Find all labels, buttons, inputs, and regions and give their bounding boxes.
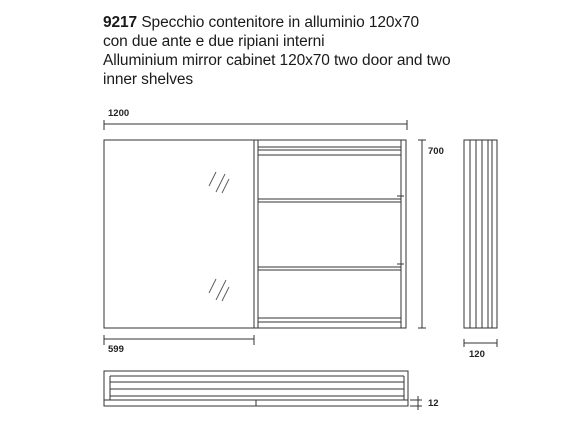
title-line-4: inner shelves — [103, 71, 194, 88]
front-view — [104, 140, 406, 328]
mirror-reflection — [209, 172, 229, 301]
height-label: 700 — [428, 146, 444, 157]
thickness-label: 12 — [428, 398, 439, 409]
door-width-label: 599 — [108, 344, 124, 355]
title-line-3: Alluminium mirror cabinet 120x70 two door and two — [103, 52, 451, 69]
mirror-door — [104, 140, 254, 328]
door-width-dimension-line — [104, 335, 254, 345]
title-line-2: con due ante e due ripiani interni — [103, 33, 325, 50]
product-code: 9217 — [103, 14, 138, 31]
thickness-dimension-line — [410, 396, 422, 410]
width-dimension-line — [104, 120, 407, 130]
depth-dimension-line — [464, 339, 497, 347]
depth-label: 120 — [469, 349, 485, 360]
side-view — [464, 140, 497, 328]
height-dimension-line — [418, 140, 426, 328]
plan-view — [104, 371, 408, 406]
title-italian-1: Specchio contenitore in alluminio 120x70 — [141, 14, 420, 31]
width-label: 1200 — [108, 108, 130, 119]
